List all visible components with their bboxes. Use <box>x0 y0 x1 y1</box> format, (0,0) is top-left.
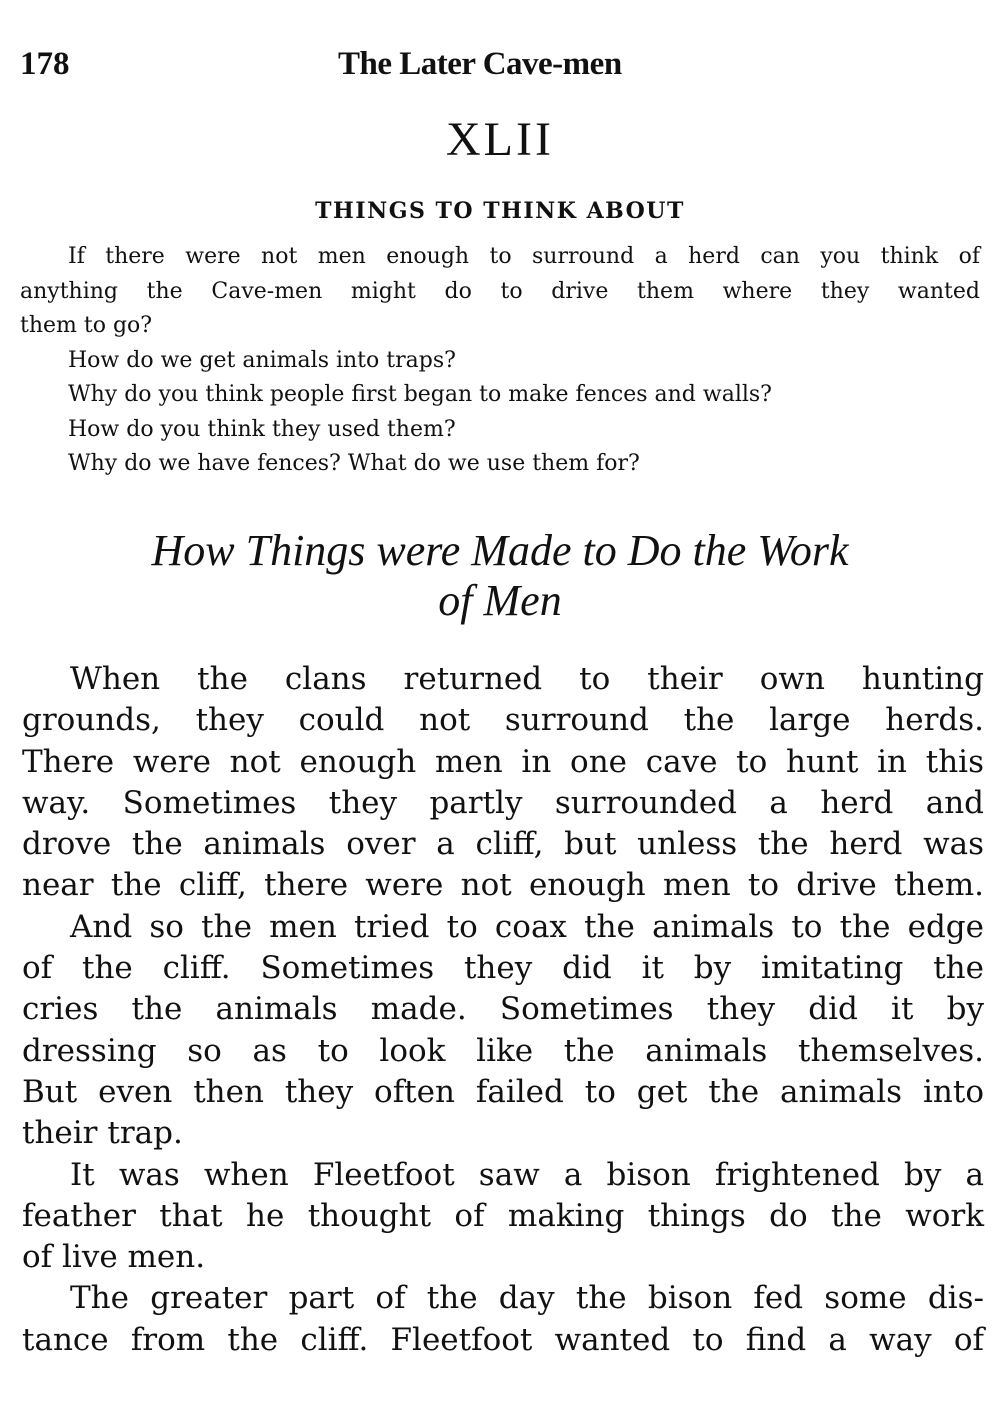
question-line: How do you think they used them? <box>68 416 456 442</box>
body-line: The greater part of the day the bison fed some dis- <box>70 1280 984 1317</box>
body-line: grounds, they could not surround the large herds. <box>22 702 984 739</box>
question-line: Why do we have fences? What do we use them for? <box>68 451 640 476</box>
body-line: cries the animals made. Sometimes they did it by <box>22 991 984 1028</box>
section-heading: THINGS TO THINK ABOUT <box>315 198 685 224</box>
questions-block <box>20 240 980 482</box>
body-line: of live men. <box>22 1239 206 1276</box>
running-head <box>20 46 980 90</box>
body-line: And so the men tried to coax the animals to the edge <box>70 908 984 945</box>
story-title-line: How Things were Made to Do the Work <box>151 526 849 575</box>
body-line: When the clans returned to their own hunting <box>70 661 984 697</box>
body-line: dressing so as to look like the animals themselves. <box>22 1032 984 1069</box>
body-line: near the cliff, there were not enough men to drive them. <box>22 867 984 904</box>
body-line: of the cliff. Sometimes they did it by imitating the <box>22 950 984 987</box>
body-line: feather that he thought of making things do the work <box>22 1197 984 1234</box>
running-title: The Later Cave-men <box>338 46 622 82</box>
body-line: But even then they often failed to get the animals into <box>22 1073 984 1110</box>
story-title-line: of Men <box>438 576 562 625</box>
question-line: Why do you think people first began to make fences and walls? <box>68 382 772 407</box>
body-line: It was when Fleetfoot saw a bison frightened by a <box>70 1156 984 1193</box>
question-line: them to go? <box>20 313 153 338</box>
story-title <box>0 526 1000 626</box>
question-line: anything the Cave-men might do to drive them where they wanted <box>20 278 980 304</box>
body-line: There were not enough men in one cave to hunt in this <box>22 743 984 780</box>
chapter-number: XLII <box>446 113 554 166</box>
question-line: How do we get animals into traps? <box>68 347 456 373</box>
body-line: way. Sometimes they partly surrounded a herd and <box>22 784 984 821</box>
body-line: drove the animals over a cliff, but unless the herd was <box>22 826 984 863</box>
question-line: If there were not men enough to surround a herd can you think of <box>68 244 980 269</box>
page-number: 178 <box>20 46 70 82</box>
body-line: tance from the cliff. Fleetfoot wanted to find a way of <box>22 1321 984 1358</box>
body-line: their trap. <box>22 1115 183 1152</box>
story-body <box>22 659 984 1361</box>
